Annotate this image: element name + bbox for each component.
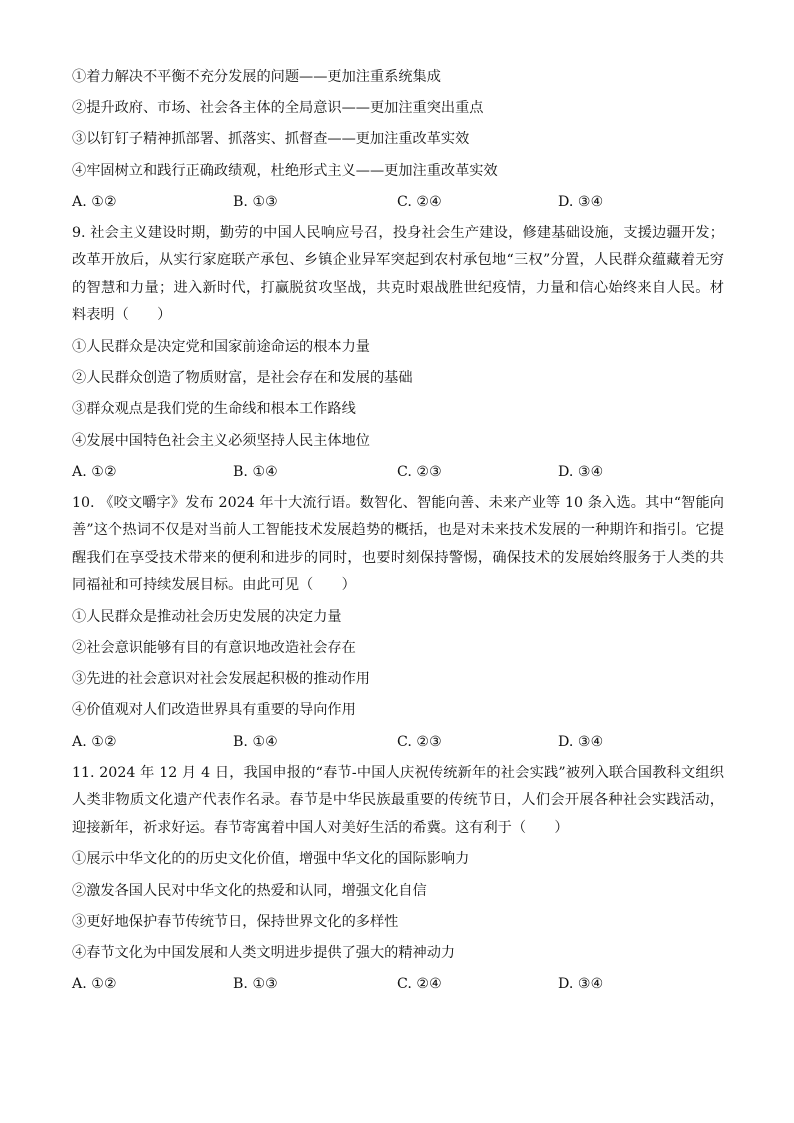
answer-choices: [72, 187, 724, 218]
option-line: ③以钉钉子精神抓部署、抓落实、抓督查——更加注重改革实效: [72, 131, 470, 148]
option-line: ③更好地保护春节传统节日，保持世界文化的多样性: [72, 913, 399, 930]
answer-a: A. ①②: [72, 463, 117, 480]
answer-choices: [72, 969, 724, 1000]
option-line: ③群众观点是我们党的生命线和根本工作路线: [72, 401, 356, 418]
question-stem: 9. 社会主义建设时期，勤劳的中国人民响应号召，投身社会生产建设，修建基础设施，支援边疆开发；改革开放后，从实行家庭联产承包、乡镇企业异军突起到农村承包地“三权”分置，人民群众蕴藏着无穷的智慧和力量；进入新时代，打赢脱贫攻坚战，共克时艰战胜世纪疫情，力量和信心始终来自人民。材料表明（ ）: [72, 224, 724, 324]
option-line: ②提升政府、市场、社会各主体的全局意识——更加注重突出重点: [72, 100, 484, 117]
answer-choices: [72, 727, 724, 758]
answer-a: A. ①②: [72, 193, 117, 210]
option-line: ②激发各国人民对中华文化的热爱和认同，增强文化自信: [72, 882, 427, 899]
option-line: ①人民群众是推动社会历史发展的决定力量: [72, 608, 342, 625]
answer-d: D. ③④: [558, 463, 604, 480]
question-9: [72, 220, 724, 488]
option-line: ①着力解决不平衡不充分发展的问题——更加注重系统集成: [72, 69, 441, 85]
option-line: ①展示中华文化的的历史文化价值，增强中华文化的国际影响力: [72, 851, 470, 868]
answer-a: A. ①②: [72, 976, 117, 993]
answer-choices: [72, 457, 724, 488]
option-line: ②社会意识能够有目的有意识地改造社会存在: [72, 640, 356, 657]
question-8-tail: [72, 62, 724, 218]
option-line: ④牢固树立和践行正确政绩观，杜绝形式主义——更加注重改革实效: [72, 162, 498, 179]
answer-d: D. ③④: [558, 193, 604, 210]
option-line: ④发展中国特色社会主义必须坚持人民主体地位: [72, 432, 370, 449]
option-line: ②人民群众创造了物质财富，是社会存在和发展的基础: [72, 370, 413, 387]
option-line: ③先进的社会意识对社会发展起积极的推动作用: [72, 671, 370, 688]
answer-b: B. ①④: [233, 463, 278, 480]
option-line: ①人民群众是决定党和国家前途命运的根本力量: [72, 338, 370, 355]
question-stem: 10. 《咬文嚼字》发布 2024 年十大流行语。数智化、智能向善、未来产业等 10 条入选。其中“智能向善”这个热词不仅是对当前人工智能技术发展趋势的概括，也是对未来技术发展的一种期许和指引。它提醒我们在享受技术带来的便利和进步的同时，也要时刻保持警惕，确保技术的发展始终服务于人类的共同福祉和可持续发展目标。由此可见（ ）: [72, 494, 724, 594]
option-line: ④春节文化为中国发展和人类文明进步提供了强大的精神动力: [72, 944, 456, 961]
answer-c: C. ②④: [397, 976, 442, 993]
exam-page: [72, 62, 724, 1000]
option-line: ④价值观对人们改造世界具有重要的导向作用: [72, 702, 356, 719]
answer-c: C. ②③: [397, 463, 442, 480]
answer-d: D. ③④: [558, 733, 604, 750]
answer-c: C. ②③: [397, 733, 442, 750]
answer-b: B. ①④: [233, 733, 278, 750]
answer-a: A. ①②: [72, 733, 117, 750]
question-10: [72, 490, 724, 758]
answer-b: B. ①③: [233, 193, 278, 210]
answer-b: B. ①③: [233, 976, 278, 993]
question-11: [72, 760, 724, 1000]
answer-d: D. ③④: [558, 976, 604, 993]
question-stem: 11. 2024 年 12 月 4 日，我国申报的“春节-中国人庆祝传统新年的社会实践”被列入联合国教科文组织人类非物质文化遗产代表作名录。春节是中华民族最重要的传统节日，人们会开展各种社会实践活动，迎接新年，祈求好运。春节寄寓着中国人对美好生活的希冀。这有利于（ ）: [72, 764, 724, 836]
answer-c: C. ②④: [397, 193, 442, 210]
